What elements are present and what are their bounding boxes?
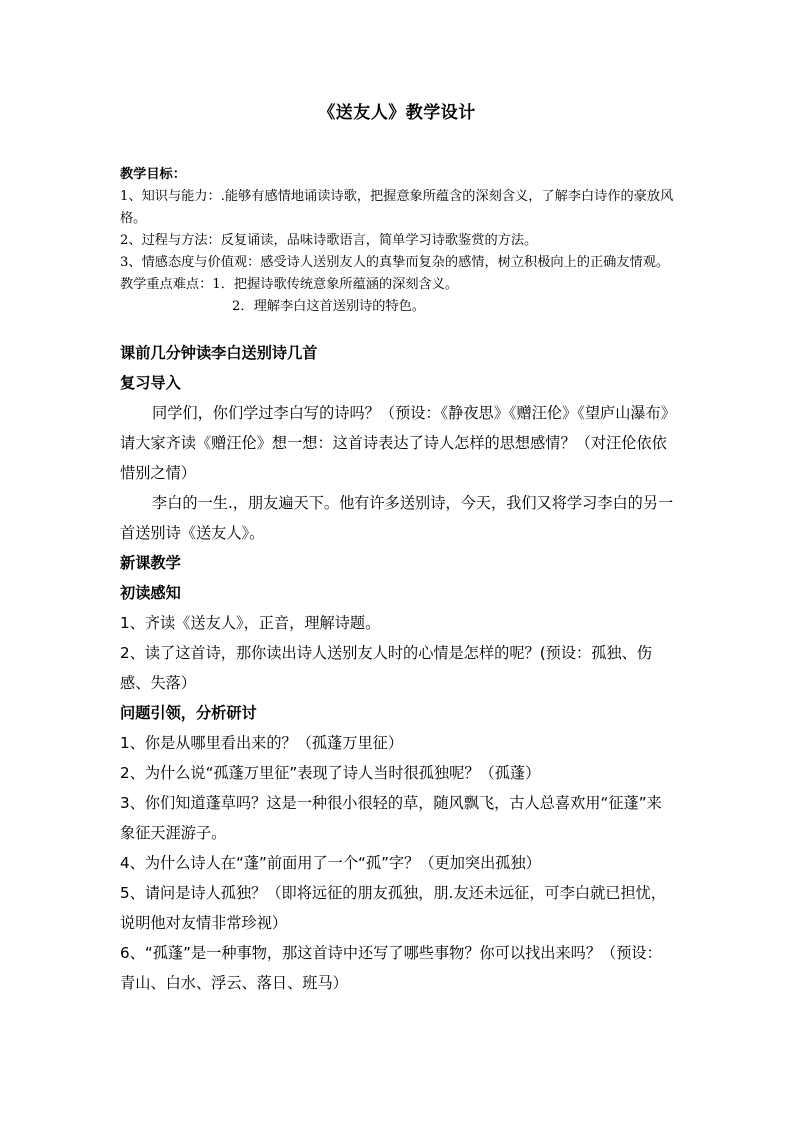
analysis-heading: 问题引领，分析研讨	[120, 704, 257, 722]
analysis-item: 2、为什么说“孤蓬万里征”表现了诗人当时很孤独呢？（孤蓬）	[120, 764, 541, 782]
objective-item: 1、知识与能力：.能够有感情地诵读诗歌，把握意象所蕴含的深刻含义，了解李白诗作的豪放风格。	[120, 189, 674, 226]
first-read-heading: 初读感知	[120, 584, 181, 602]
analysis-item: 1、你是从哪里看出来的？（孤蓬万里征）	[120, 734, 404, 752]
analysis-item: 6、“孤蓬”是一种事物，那这首诗中还写了哪些事物？你可以找出来吗？（预设：青山、白水、浮云、落日、班马）	[120, 944, 662, 992]
objectives-list	[120, 186, 676, 318]
objectives-heading: 教学目标：	[120, 167, 186, 182]
first-read-item: 1、齐读《送友人》，正音，理解诗题。	[120, 614, 381, 632]
review-paragraph: 李白的一生.，朋友遍天下。他有许多送别诗，今天，我们又将学习李白的另一首送别诗《送友人》。	[120, 494, 674, 542]
analysis-item: 3、你们知道蓬草吗？这是一种很小很轻的草，随风飘飞，古人总喜欢用“征蓬”来象征天涯游子。	[120, 794, 662, 842]
first-read-item: 2、读了这首诗，那你读出诗人送别友人时的心情是怎样的呢？(预设：孤独、伤感、失落）	[120, 644, 652, 692]
new-lesson-heading: 新课教学	[120, 554, 181, 572]
key-points-item: 教学重点难点：1．把握诗歌传统意象所蕴涵的深刻含义。	[120, 277, 459, 292]
objective-item: 2、过程与方法：反复诵读，品味诗歌语言，简单学习诗歌鉴赏的方法。	[120, 233, 538, 248]
lesson-body	[120, 338, 676, 998]
key-points-item: 2．理解李白这首送别诗的特色。	[232, 299, 426, 314]
review-heading: 复习导入	[120, 374, 181, 392]
objective-item: 3、情感态度与价值观：感受诗人送别友人的真挚而复杂的感情，树立积极向上的正确友情观。	[120, 255, 670, 270]
review-paragraph: 同学们，你们学过李白写的诗吗？（预设：《静夜思》《赠汪伦》《望庐山瀑布》请大家齐读《赠汪伦》想一想：这首诗表达了诗人怎样的思想感情？（对汪伦依依惜别之情）	[120, 404, 676, 482]
document-title: 《送友人》教学设计	[318, 103, 476, 123]
pre-class-heading: 课前几分钟读李白送别诗几首	[120, 344, 318, 362]
analysis-item: 5、请问是诗人孤独？（即将远征的朋友孤独，朋.友还未远征，可李白就已担忧，说明他对友情非常珍视）	[120, 884, 667, 932]
analysis-item: 4、为什么诗人在“蓬”前面用了一个“孤”字？（更加突出孤独）	[120, 854, 541, 872]
